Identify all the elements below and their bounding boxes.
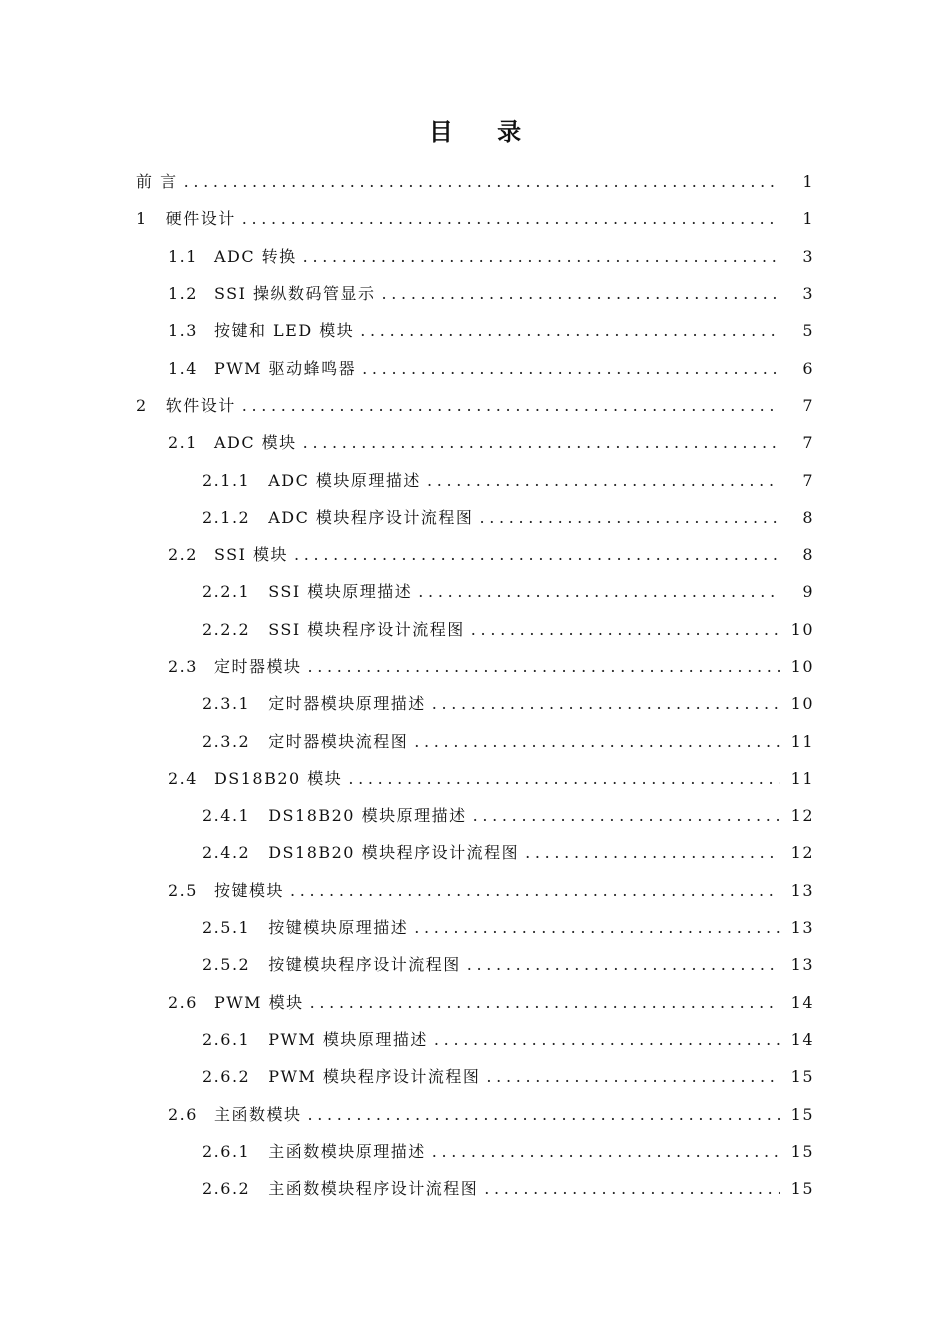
toc-entry[interactable] [0,983,950,1020]
toc-entry[interactable] [0,945,950,982]
toc-page-number: 11 [790,768,814,788]
toc-entry-row [202,803,950,826]
toc-entry-number: 2.2 [168,545,198,565]
toc-entry[interactable] [0,1020,950,1057]
toc-entry-number: 2.5 [168,880,198,900]
toc-page-number: 10 [790,657,814,676]
toc-entry-number: 2.4 [168,768,198,788]
toc-entry-row [136,206,950,229]
toc-page-number: 15 [790,1104,814,1124]
toc-entry[interactable] [0,348,950,385]
toc-page-number: 10 [790,694,814,714]
toc-page-number: 15 [790,1067,814,1087]
toc-entry-title: ADC 模块程序设计流程图 [268,507,474,527]
toc-entry-number: 2.6.1 [202,1029,251,1049]
toc-entry-row [168,356,950,379]
toc-entry[interactable] [0,572,950,609]
toc-dot-leader [432,1142,780,1161]
toc-entry-title: 前 言 [136,172,178,192]
toc-dot-leader [486,1067,780,1086]
toc-entry-title: DS18B20 模块原理描述 [268,806,467,826]
toc-entry[interactable] [0,162,950,199]
toc-page-number: 14 [790,1029,814,1049]
toc-entry-number: 2.1.2 [202,507,251,527]
toc-entry-row [202,915,950,938]
toc-entry[interactable] [0,535,950,572]
toc-entry[interactable] [0,1057,950,1094]
toc-entry[interactable] [0,1094,950,1131]
toc-entry[interactable] [0,833,950,870]
toc-dot-leader [184,172,780,191]
toc-entry[interactable] [0,908,950,945]
toc-dot-leader [484,1179,780,1198]
toc-entry-title: 硬件设计 [165,209,236,229]
toc-dot-leader [307,657,780,676]
toc-entry-title: 定时器模块原理描述 [268,694,426,714]
toc-entry-row [136,393,950,416]
toc-page-number: 8 [802,507,814,527]
toc-entry-title: ADC 模块原理描述 [268,470,421,490]
toc-entry-number: 2.6.2 [202,1067,251,1087]
toc-page-number: 1 [802,209,814,229]
toc-dot-leader [303,247,780,266]
toc-entry-title: 主函数模块 [213,1104,302,1124]
toc-entry[interactable] [0,274,950,311]
toc-entry-title: 按键模块程序设计流程图 [268,955,461,975]
toc-page-number: 8 [802,545,814,565]
toc-page-number: 9 [802,582,814,602]
toc-entry-number: 1 [136,209,148,229]
toc-entry-title: 主函数模块原理描述 [268,1141,426,1161]
toc-entry-row [202,468,950,491]
toc-entry-title: PWM 模块原理描述 [268,1029,428,1049]
toc-dot-leader [307,1105,780,1124]
toc-entry-row [202,691,950,714]
toc-entry-number: 1.3 [168,321,198,341]
toc-entry-number: 2 [136,395,148,415]
toc-dot-leader [467,955,780,974]
toc-entry-number: 2.3.2 [202,731,251,751]
toc-dot-leader [418,582,780,601]
toc-entry[interactable] [0,721,950,758]
toc-page-number: 5 [802,321,814,341]
toc-dot-leader [360,321,780,340]
toc-dot-leader [242,209,780,228]
toc-entry[interactable] [0,386,950,423]
toc-entry-number: 2.5.2 [202,955,251,975]
toc-entry-row [168,878,950,901]
toc-entry-title: 按键模块 [213,880,284,900]
toc-dot-leader [479,508,780,527]
toc-entry[interactable] [0,460,950,497]
toc-page-number: 13 [790,955,814,975]
toc-entry-title: PWM 模块程序设计流程图 [268,1067,481,1087]
toc-entry-row [168,318,950,341]
toc-page-number: 12 [790,806,814,826]
toc-entry-title: 按键和 LED 模块 [213,321,355,341]
toc-entry-title: ADC 模块 [213,433,297,453]
toc-entry-title: SSI 操纵数码管显示 [213,284,376,304]
toc-entry-row [202,729,950,752]
toc-dot-leader [525,843,780,862]
toc-page-number: 6 [802,358,814,378]
toc-page-number: 13 [790,918,814,938]
toc-dot-leader [242,396,780,415]
toc-dot-leader [471,620,780,639]
toc-entry-row [202,1176,950,1199]
toc-page-number: 7 [802,433,814,453]
toc-entry-number: 2.2.2 [202,619,251,639]
toc-entry-row [168,281,950,304]
toc-entry-row [168,430,950,453]
toc-entry[interactable] [0,423,950,460]
toc-entry[interactable] [0,199,950,236]
toc-entry-row [168,654,950,677]
toc-entry-row [202,617,950,640]
toc-entry[interactable] [0,1169,950,1206]
toc-title: 目 录 [428,118,540,146]
toc-dot-leader [427,471,780,490]
toc-entry[interactable] [0,1132,950,1169]
toc-entry-title: SSI 模块程序设计流程图 [268,619,465,639]
toc-entry-number: 2.1 [168,433,198,453]
toc-entry-title: PWM 驱动蜂鸣器 [213,358,357,378]
toc-entry-number: 2.6.1 [202,1141,251,1161]
toc-dot-leader [382,284,780,303]
toc-dot-leader [348,769,780,788]
toc-dot-leader [432,694,780,713]
toc-entry-row [168,1102,950,1125]
toc-entry-number: 2.4.1 [202,806,251,826]
toc-dot-leader [290,881,780,900]
toc-entry-title: SSI 模块原理描述 [268,582,413,602]
toc-entry-number: 2.6 [168,992,198,1012]
toc-entry-number: 2.3 [168,657,198,676]
table-of-contents [0,162,950,1206]
toc-entry[interactable] [0,647,950,684]
toc-entry-number: 2.3.1 [202,694,251,714]
toc-entry-row [202,1064,950,1087]
toc-entry-title: PWM 模块 [213,992,304,1012]
toc-entry[interactable] [0,610,950,647]
toc-entry-number: 2.6.2 [202,1179,251,1199]
toc-entry-row [136,169,950,192]
toc-page-number: 13 [790,880,814,900]
toc-page-number: 3 [802,284,814,304]
toc-page-number: 15 [790,1141,814,1161]
toc-page-number: 14 [790,992,814,1012]
toc-entry-row [168,542,950,565]
toc-entry-row [202,1027,950,1050]
toc-page-number: 15 [790,1179,814,1199]
toc-entry-row [202,1139,950,1162]
toc-entry-row [202,952,950,975]
toc-dot-leader [434,1030,780,1049]
toc-entry-number: 1.1 [168,246,198,266]
toc-entry-title: 定时器模块流程图 [268,731,409,751]
toc-entry[interactable] [0,759,950,796]
toc-entry[interactable] [0,311,950,348]
toc-page-number: 12 [790,843,814,863]
toc-dot-leader [294,545,780,564]
toc-entry-title: SSI 模块 [213,545,289,565]
toc-entry-title: 定时器模块 [213,657,302,676]
toc-page-number: 7 [802,470,814,490]
toc-entry-number: 2.1.1 [202,470,251,490]
toc-entry-number: 1.2 [168,284,198,304]
toc-dot-leader [414,732,780,751]
toc-entry-title: 软件设计 [165,395,236,415]
toc-entry-title: 按键模块原理描述 [268,918,409,938]
toc-entry-number: 2.4.2 [202,843,251,863]
toc-entry-title: DS18B20 模块 [213,768,343,788]
toc-entry-title: 主函数模块程序设计流程图 [268,1179,479,1199]
toc-entry[interactable] [0,498,950,535]
toc-entry[interactable] [0,684,950,721]
toc-page-number: 3 [802,246,814,266]
toc-entry-row [202,505,950,528]
toc-page-number: 10 [790,619,814,639]
toc-entry-number: 2.5.1 [202,918,251,938]
toc-entry-number: 2.6 [168,1104,198,1124]
toc-entry-number: 1.4 [168,358,198,378]
toc-entry-row [202,579,950,602]
toc-entry[interactable] [0,237,950,274]
toc-entry-title: ADC 转换 [213,246,297,266]
toc-entry-row [202,840,950,863]
toc-page-number: 7 [802,395,814,415]
toc-entry[interactable] [0,796,950,833]
toc-dot-leader [414,918,780,937]
toc-dot-leader [362,359,780,378]
toc-entry-number: 2.2.1 [202,582,251,602]
toc-page-number: 11 [790,731,814,751]
toc-dot-leader [473,806,780,825]
toc-entry[interactable] [0,871,950,908]
toc-entry-row [168,990,950,1013]
toc-entry-row [168,244,950,267]
toc-dot-leader [303,433,780,452]
toc-dot-leader [310,993,780,1012]
toc-entry-title: DS18B20 模块程序设计流程图 [268,843,520,863]
toc-page-number: 1 [802,172,814,192]
toc-entry-row [168,766,950,789]
